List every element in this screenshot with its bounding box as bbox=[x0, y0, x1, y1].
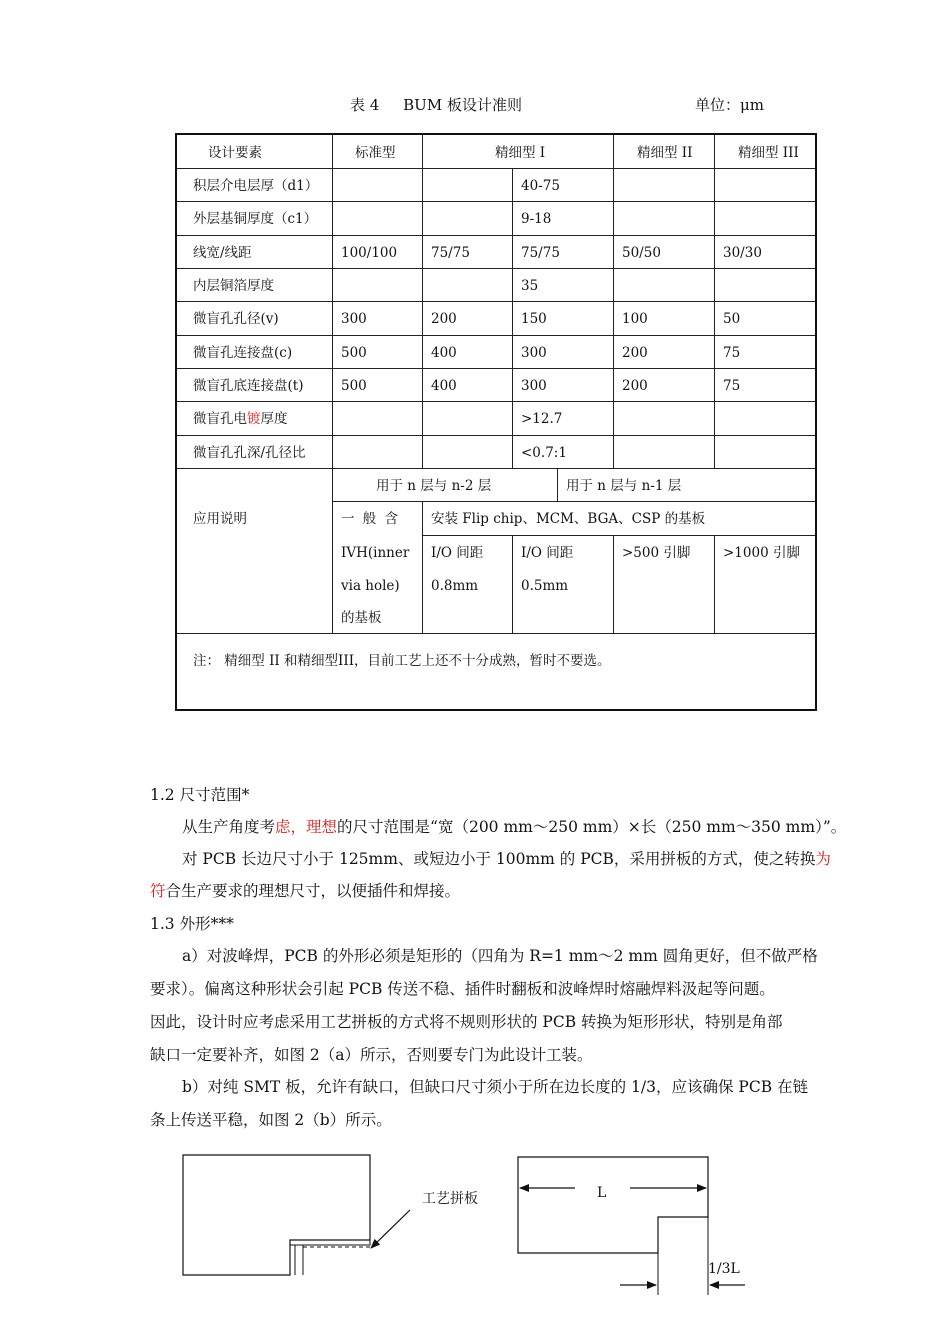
table-cell: 200 bbox=[622, 378, 648, 394]
table-cell: 300 bbox=[341, 311, 367, 327]
label-part-highlight: 镀 bbox=[247, 411, 261, 427]
row-label: 微盲孔连接盘(c) bbox=[193, 345, 293, 361]
header-fine-3: 精细型 III bbox=[738, 145, 799, 161]
paragraph-line: 缺口一定要补齐，如图 2（a）所示，否则要专门为此设计工装。 bbox=[150, 1046, 593, 1064]
table-cell: 50 bbox=[723, 311, 741, 327]
row-label bbox=[193, 411, 288, 427]
row-label: 内层铜箔厚度 bbox=[193, 278, 274, 294]
table-cell: 30/30 bbox=[723, 245, 762, 261]
text-run: 的尺寸范围是“宽（200 mm～250 mm）×长（250 mm～350 mm）”。 bbox=[337, 818, 847, 836]
process-panel-edge bbox=[295, 1245, 303, 1275]
header-standard: 标准型 bbox=[355, 145, 396, 161]
leader-arrow bbox=[371, 1210, 410, 1248]
layer-n-minus-2: 用于 n 层与 n-2 层 bbox=[376, 478, 492, 494]
general-ivh-line: 一 般 含 bbox=[341, 511, 401, 527]
text-run-highlight: 虑，理想 bbox=[275, 818, 338, 836]
text-run-highlight: 符 bbox=[150, 882, 166, 900]
general-ivh-line: IVH(inner bbox=[341, 545, 410, 561]
table-cell: 100 bbox=[622, 311, 648, 327]
general-ivh-line: via hole) bbox=[341, 578, 400, 594]
application-label: 应用说明 bbox=[193, 511, 247, 527]
figure-2-drawing bbox=[175, 1145, 785, 1305]
table-cell: 40-75 bbox=[521, 178, 560, 194]
process-panel-label: 工艺拼板 bbox=[422, 1191, 478, 1207]
layer-n-minus-1: 用于 n 层与 n-1 层 bbox=[566, 478, 682, 494]
row-label: 微盲孔孔径(v) bbox=[193, 311, 279, 327]
paragraph-panelization-line bbox=[182, 849, 831, 869]
table-unit: 单位：μm bbox=[695, 96, 764, 114]
table-cell: 300 bbox=[521, 345, 547, 361]
table-cell: 400 bbox=[431, 378, 457, 394]
table-cell: 400 bbox=[431, 345, 457, 361]
table-cell: 200 bbox=[622, 345, 648, 361]
table-cell: 50/50 bbox=[622, 245, 661, 261]
dimension-L: L bbox=[597, 1185, 607, 1201]
table-cell: 75 bbox=[723, 345, 741, 361]
row-label: 微盲孔底连接盘(t) bbox=[193, 378, 304, 394]
table-cell: 500 bbox=[341, 378, 367, 394]
section-heading-1-3: 1.3 外形*** bbox=[150, 915, 234, 933]
paragraph-line: 因此，设计时应考虑采用工艺拼板的方式将不规则形状的 PCB 转换为矩形形状，特别是角部 bbox=[150, 1013, 783, 1031]
paragraph-size-range bbox=[182, 817, 846, 837]
table-title: BUM 板设计准则 bbox=[403, 96, 522, 114]
paragraph-line: 要求）。偏离这种形状会引起 PCB 传送不稳、插件时翻板和波峰焊时熔融焊料汲起等问题。 bbox=[150, 980, 775, 998]
row-label: 微盲孔孔深/孔径比 bbox=[193, 445, 306, 461]
general-ivh-line: 的基板 bbox=[341, 610, 382, 626]
label-part: 微盲孔电 bbox=[193, 411, 247, 427]
table-label: 表 4 bbox=[350, 96, 380, 114]
header-design-factor: 设计要素 bbox=[208, 145, 262, 161]
io-pitch-2: I/O 间距 bbox=[521, 545, 574, 561]
table-cell: 9-18 bbox=[521, 211, 552, 227]
table-cell: 35 bbox=[521, 278, 539, 294]
row-label: 外层基铜厚度（c1） bbox=[193, 211, 318, 227]
io-pitch-1: I/O 间距 bbox=[431, 545, 484, 561]
bum-design-table bbox=[175, 133, 817, 711]
section-heading-1-2: 1.2 尺寸范围* bbox=[150, 786, 250, 804]
figure-2 bbox=[175, 1145, 785, 1305]
table-cell: 75/75 bbox=[431, 245, 470, 261]
text-run: 合生产要求的理想尺寸，以便插件和焊接。 bbox=[165, 882, 461, 900]
paragraph-line: 条上传送平稳，如图 2（b）所示。 bbox=[150, 1111, 392, 1129]
pcb-outline-b bbox=[518, 1157, 708, 1253]
paragraph-panelization-line bbox=[150, 881, 460, 901]
table-cell: 500 bbox=[341, 345, 367, 361]
table-cell: 150 bbox=[521, 311, 547, 327]
row-label: 线宽/线距 bbox=[193, 245, 252, 261]
pins-500: >500 引脚 bbox=[622, 545, 691, 561]
pins-1000: >1000 引脚 bbox=[723, 545, 800, 561]
pcb-outline-a bbox=[183, 1155, 370, 1275]
row-label: 积层介电层厚（d1） bbox=[193, 178, 319, 194]
table-cell: 100/100 bbox=[341, 245, 398, 261]
io-pitch-2-value: 0.5mm bbox=[521, 578, 569, 594]
table-note: 注： 精细型 II 和精细型III，目前工艺上还不十分成熟，暂时不要选。 bbox=[193, 653, 611, 669]
paragraph-line: b）对纯 SMT 板，允许有缺口，但缺口尺寸须小于所在边长度的 1/3，应该确保 PCB 在链 bbox=[182, 1078, 809, 1096]
paragraph-line: a）对波峰焊，PCB 的外形必须是矩形的（四角为 R=1 mm～2 mm 圆角更好，但不做严格 bbox=[182, 947, 818, 965]
text-run: 对 PCB 长边尺寸小于 125mm、或短边小于 100mm 的 PCB，采用拼板的方式，使之转换 bbox=[182, 850, 816, 868]
text-run-highlight: 为 bbox=[815, 850, 831, 868]
table-cell: 200 bbox=[431, 311, 457, 327]
table-caption bbox=[350, 94, 522, 115]
table-cell: 300 bbox=[521, 378, 547, 394]
table-cell: 75/75 bbox=[521, 245, 560, 261]
table-cell: 75 bbox=[723, 378, 741, 394]
io-pitch-1-value: 0.8mm bbox=[431, 578, 479, 594]
table-cell: >12.7 bbox=[521, 411, 563, 427]
header-fine-1: 精细型 I bbox=[495, 145, 546, 161]
install-substrate: 安装 Flip chip、MCM、BGA、CSP 的基板 bbox=[431, 511, 706, 527]
table-cell: <0.7:1 bbox=[521, 445, 567, 461]
text-run: 从生产角度考 bbox=[182, 818, 276, 836]
label-part: 厚度 bbox=[260, 411, 288, 427]
dimension-one-third-L: 1/3L bbox=[708, 1261, 740, 1277]
process-panel-strip bbox=[290, 1240, 370, 1245]
header-fine-2: 精细型 II bbox=[637, 145, 693, 161]
